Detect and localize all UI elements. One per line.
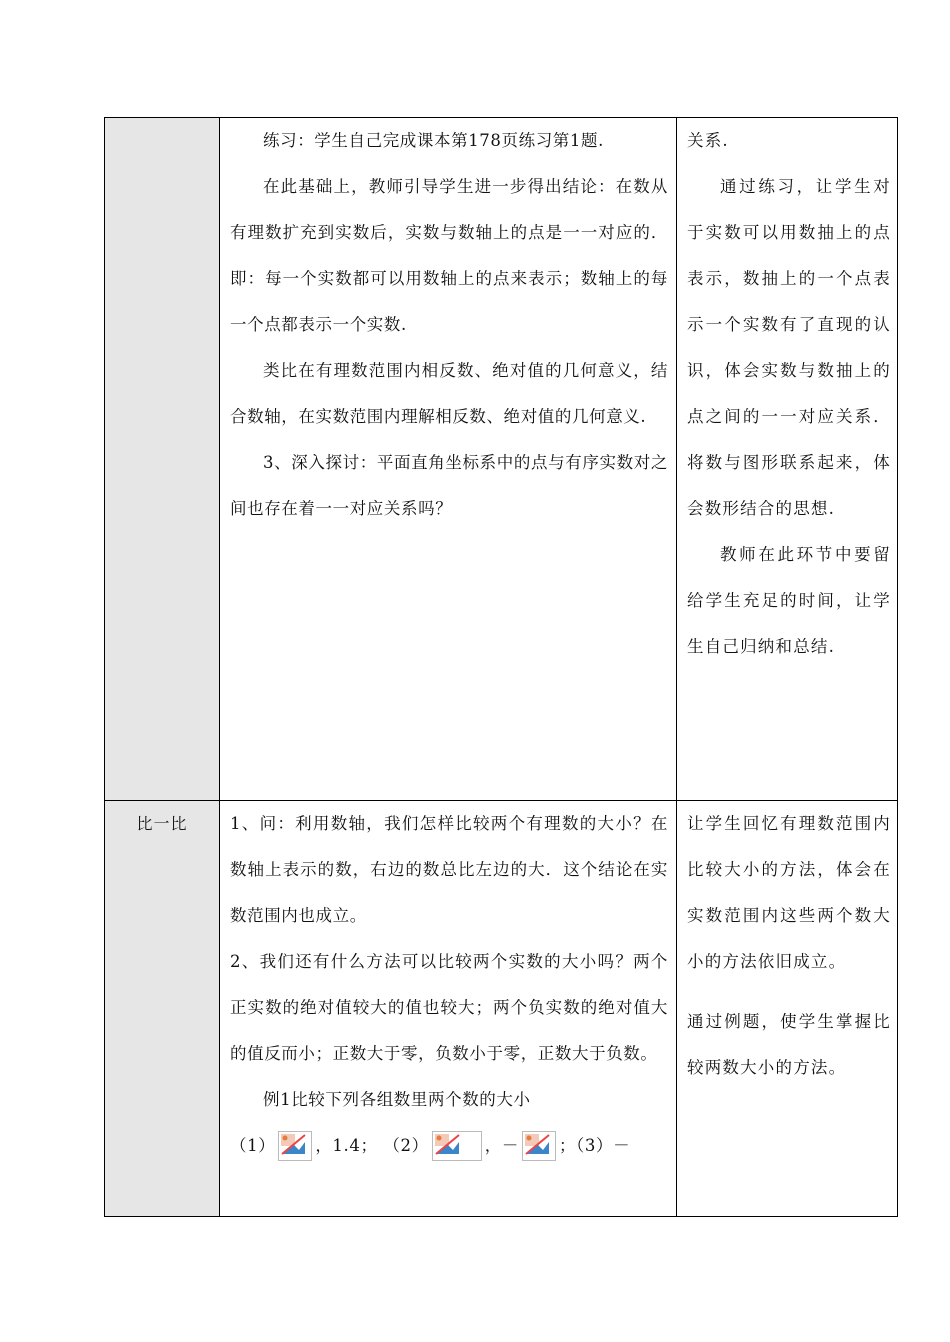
note-paragraph: 让学生回忆有理数范围内比较大小的方法，体会在实数范围内这些两个数大小的方法依旧成立。 [687, 813, 891, 971]
example-part-1-label: （1） [230, 1135, 276, 1155]
example-part-2-mid: ，－ [484, 1135, 519, 1155]
paragraph: 练习：学生自己完成课本第178页练习第1题. [263, 131, 604, 150]
table-row [105, 118, 898, 801]
note-paragraph: 教师在此环节中要留给学生充足的时间，让学生自己归纳和总结. [687, 545, 891, 656]
paragraph: 例1比较下列各组数里两个数的大小 [263, 1089, 531, 1109]
paragraph: 在此基础上，教师引导学生进一步得出结论：在数从有理数扩充到实数后，实数与数轴上的点是一一对应的．即：每一个实数都可以用数轴上的点来表示；数轴上的每一个点都表示一个实数. [230, 177, 668, 334]
broken-image-icon [522, 1131, 556, 1161]
note-paragraph: 通过练习，让学生对于实数可以用数抽上的点表示，数抽上的一个点表示一个实数有了直现的认识，体会实数与数抽上的点之间的一一对应关系．将数与图形联系起来，体会数形结合的思想. [687, 177, 891, 518]
paragraph: 1、问：利用数轴，我们怎样比较两个有理数的大小？在数轴上表示的数，右边的数总比左边的大．这个结论在实数范围内也成立。 [230, 813, 668, 925]
paragraph: 类比在有理数范围内相反数、绝对值的几何意义，结合数轴，在实数范围内理解相反数、绝对值的几何意义. [230, 361, 668, 426]
content-cell [220, 118, 677, 801]
example-line [230, 1123, 668, 1169]
content-cell [220, 800, 677, 1216]
broken-image-icon [432, 1131, 482, 1161]
note-paragraph: 关系. [687, 131, 729, 150]
row-label-cell [105, 118, 220, 801]
spacer [687, 985, 891, 999]
row-label-cell [105, 800, 220, 1216]
note-cell [677, 118, 898, 801]
note-paragraph: 通过例题，使学生掌握比较两数大小的方法。 [687, 1011, 891, 1077]
lesson-plan-table [104, 117, 898, 1217]
paragraph: 2、我们还有什么方法可以比较两个实数的大小吗？两个正实数的绝对值较大的值也较大；两个负实数的绝对值大的值反而小；正数大于零，负数小于零，正数大于负数。 [230, 951, 668, 1063]
paragraph: 3、深入探讨：平面直角坐标系中的点与有序实数对之间也存在着一一对应关系吗？ [230, 453, 668, 518]
note-cell [677, 800, 898, 1216]
broken-image-icon [278, 1131, 312, 1161]
table-row [105, 800, 898, 1216]
example-part-3-label: ；（3）－ [558, 1135, 631, 1155]
row-label: 比一比 [136, 813, 188, 833]
row-label [105, 118, 219, 128]
example-part-1-value: ，1.4； [315, 1135, 378, 1155]
example-part-2-label: （2） [383, 1135, 429, 1155]
